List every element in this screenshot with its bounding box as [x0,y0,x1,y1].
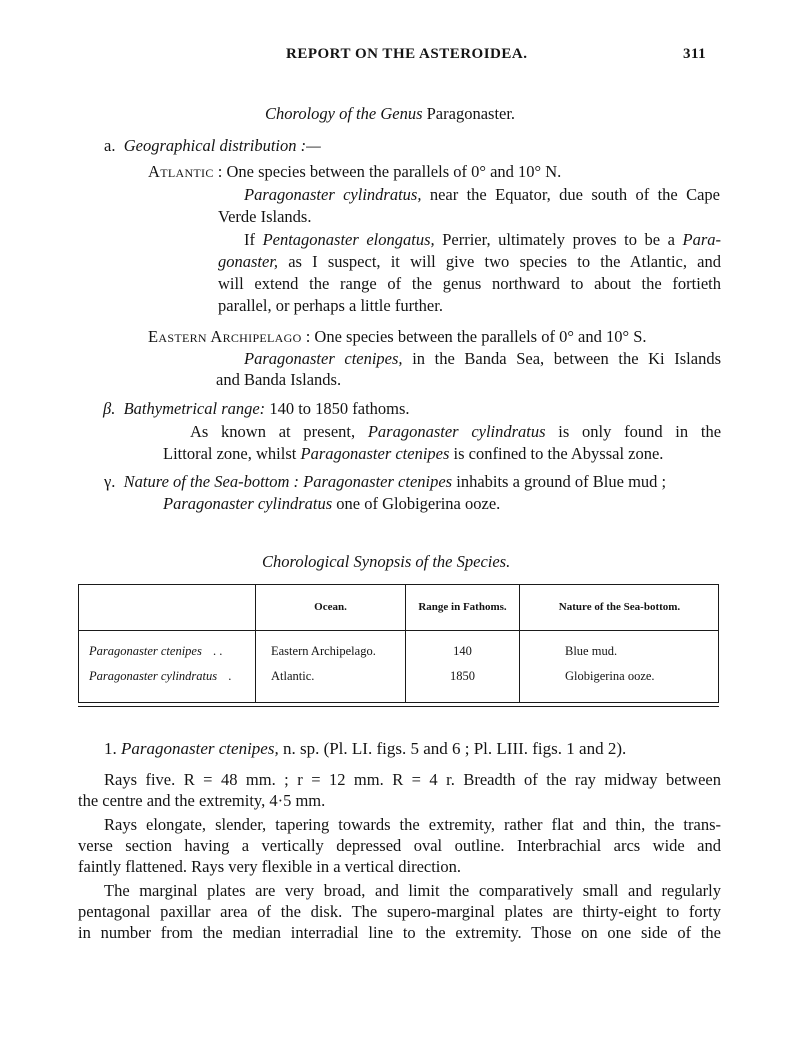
atlantic-text: : One species between the parallels of 0° and 10° N. [217,162,562,181]
para2-line2: verse section having a vertically depressed oval outline. Interbrachial arcs wide and [78,836,721,855]
para2-line3: faintly flattened. Rays very flexible in a vertical direction. [78,857,462,876]
beta-title: Bathymetrical range: [123,399,266,418]
table-row-2-bottom: Globigerina ooze. [565,669,655,683]
beta-line1-species: Paragonaster cylindratus [367,422,546,441]
beta-line2-species: Paragonaster ctenipes [300,444,450,463]
col-header-ocean: Ocean. [314,601,347,613]
note-pre: If [244,230,255,249]
note-gonaster: gonaster, [218,252,279,271]
synopsis-heading-text: Chorological Synopsis of the Species. [262,552,511,571]
eastern-species-line [244,348,721,369]
gamma-line2-species: Paragonaster cylindratus [163,494,333,513]
para3-line1: The marginal plates are very broad, and limit the comparatively small and regularly [104,881,721,900]
gamma-line1-rest: inhabits a ground of Blue mud ; [456,472,667,491]
table-row-1-ocean: Eastern Archipelago. [271,644,376,658]
table-bottom-rule [78,706,719,707]
para1-line1: Rays five. R = 48 mm. ; r = 12 mm. R = 4 r. Breadth of the ray midway between [104,770,721,789]
beta-line1-rest: is only found in the [558,422,721,441]
atlantic-note-line2 [218,251,721,272]
alpha-title: Geographical distribution :— [123,136,321,155]
row1-dots: . . [212,644,223,658]
species-name: Paragonaster ctenipes, [121,739,279,758]
gamma-title: Nature of the Sea-bottom : [123,472,300,491]
beta-line1-pre: As known at present, [190,422,356,441]
synopsis-heading [262,551,510,572]
gamma-line1 [104,471,666,492]
table-row-2-range: 1850 [450,669,475,683]
species-plates: n. sp. (Pl. LI. figs. 5 and 6 ; Pl. LIII. figs. 1 and 2). [282,739,627,758]
atlantic-species-rest: near the Equator, due south of the Cape [429,185,720,204]
eastern-species-line2: and Banda Islands. [216,370,342,389]
table-row-1-range: 140 [453,644,472,658]
alpha-label: a. [104,136,116,155]
note-species: Pentagonaster elongatus, [262,230,435,249]
chorology-heading-genus: Paragonaster. [426,104,516,123]
para3-line3: in number from the median interradial line to the extremity. Those on one side of the [78,923,721,942]
note-mid: Perrier, ultimately proves to be a [442,230,675,249]
chorology-heading-italic: Chorology of the Genus [265,104,423,123]
atlantic-region: Atlantic [148,162,214,181]
page-number: 311 [683,46,707,62]
table-header-rule [78,630,719,631]
eastern-line [148,326,647,347]
beta-label: β. [103,399,116,418]
para3-line2: pentagonal paxillar area of the disk. The supero-marginal plates are thirty-eight to forty [78,902,721,921]
row1-species-name: Paragonaster ctenipes [89,644,202,658]
atlantic-line [148,161,561,182]
row2-dots: . [228,669,232,683]
beta-line2 [163,443,663,464]
atlantic-note-line3: will extend the range of the genus northward to about the fortieth [218,274,721,293]
eastern-text: : One species between the parallels of 0° and 10° S. [305,327,647,346]
col-header-bottom: Nature of the Sea-bottom. [558,601,681,613]
para1-line2: the centre and the extremity, 4·5 mm. [78,791,326,810]
table-row-2-ocean: Atlantic. [271,669,315,683]
beta-range: 140 to 1850 fathoms. [269,399,410,418]
atlantic-note-line1 [244,229,721,250]
note-line2-rest: as I suspect, it will give two species to the Atlantic, and [288,252,721,271]
para2-line1: Rays elongate, slender, tapering towards the extremity, rather flat and thin, the trans- [104,815,721,834]
gamma-line2-rest: one of Globigerina ooze. [336,494,501,513]
atlantic-species-name: Paragonaster cylindratus, [244,185,422,204]
gamma-species: Paragonaster ctenipes [303,472,453,491]
table-row-2-species [89,669,231,684]
species-number: 1. [104,739,117,758]
eastern-species-name: Paragonaster ctenipes, [244,349,403,368]
eastern-region: Eastern Archipelago [148,327,302,346]
atlantic-species-line2: Verde Islands. [218,207,312,226]
table-row-1-bottom: Blue mud. [565,644,618,658]
beta-line2-pre: Littoral zone, whilst [163,444,297,463]
table-row-1-species [89,644,222,659]
atlantic-note-line4: parallel, or perhaps a little further. [218,296,443,315]
running-title: REPORT ON THE ASTEROIDEA. [286,46,528,62]
note-para: Para- [682,230,721,249]
col-header-range: Range in Fathoms. [418,601,507,613]
row2-species-name: Paragonaster cylindratus [89,669,218,683]
beta-line1 [190,421,721,442]
gamma-line2 [163,493,500,514]
eastern-species-rest: in the Banda Sea, between the Ki Islands [412,349,721,368]
atlantic-species-line [244,184,720,205]
species-entry-title [104,738,626,759]
beta-line2-rest: is confined to the Abyssal zone. [453,444,664,463]
gamma-label: γ. [104,472,116,491]
alpha-heading [104,135,321,156]
beta-heading [103,398,410,419]
chorology-heading [265,103,515,124]
